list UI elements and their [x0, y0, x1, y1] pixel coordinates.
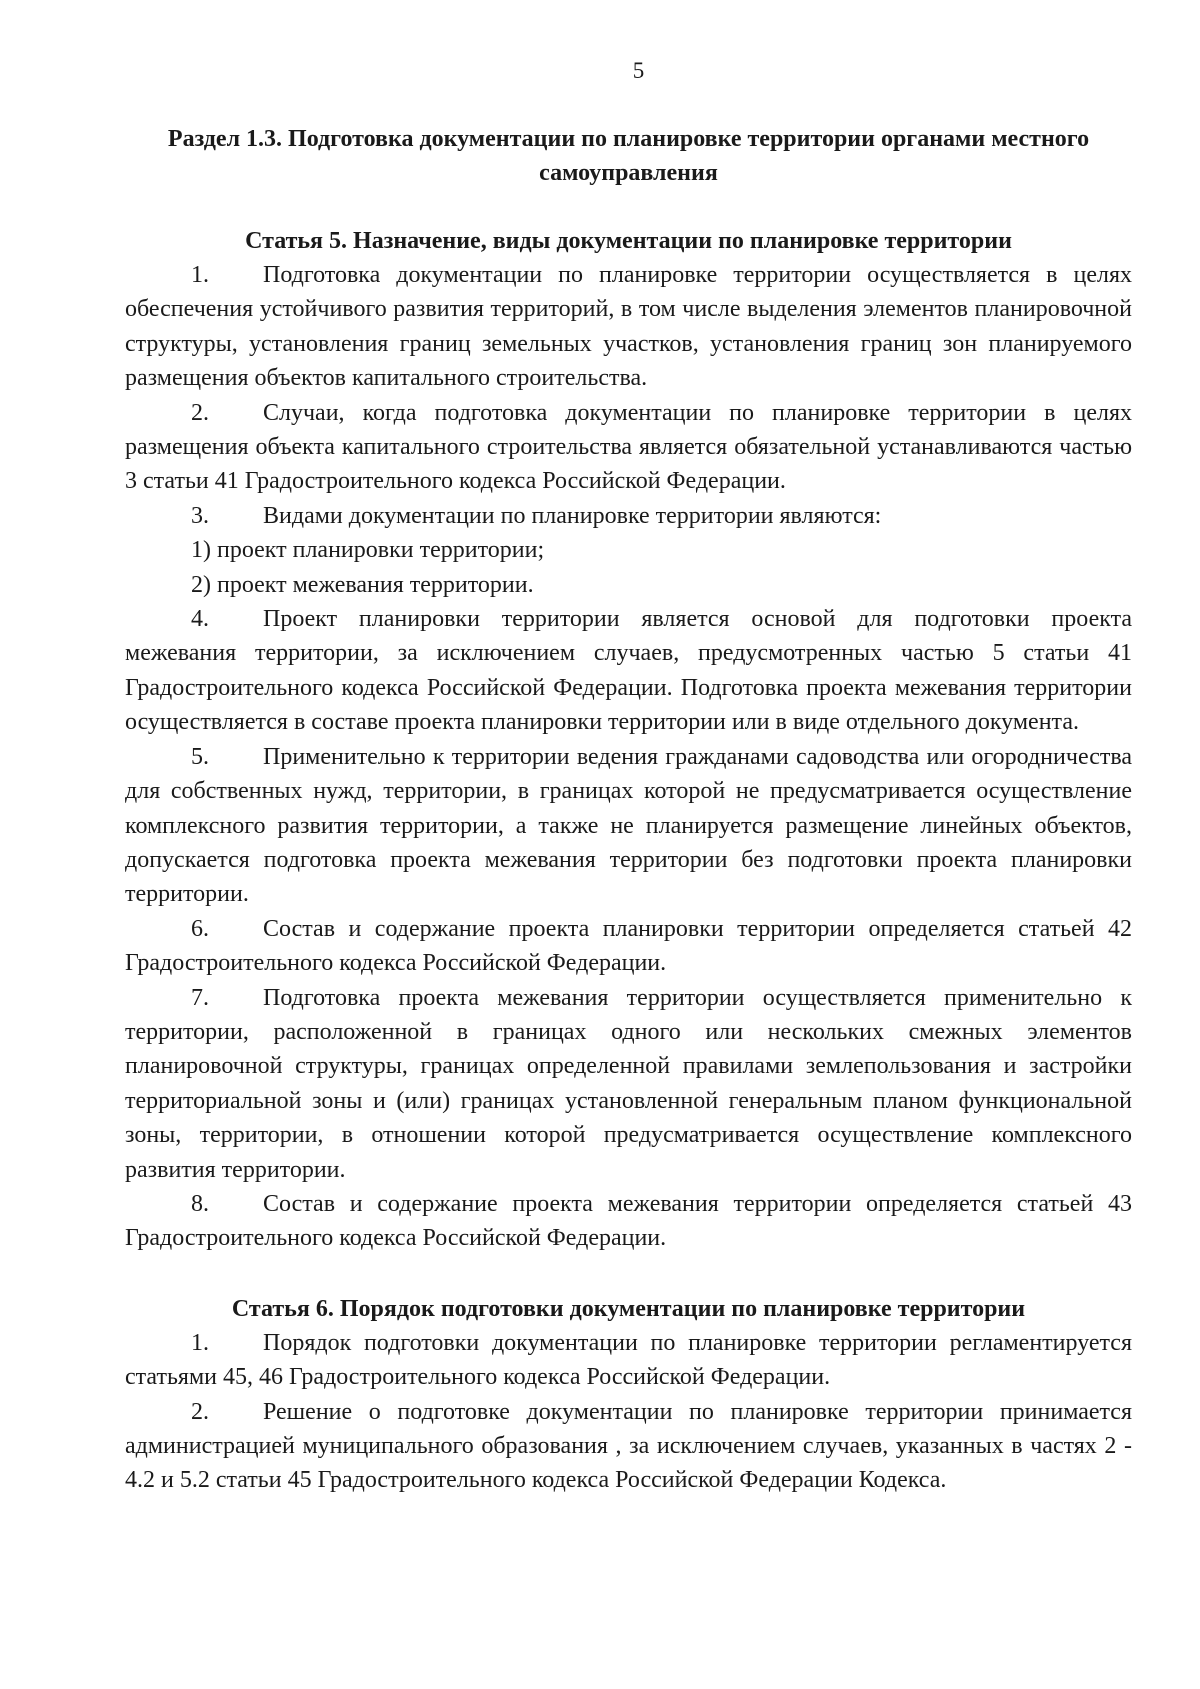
- paragraph-text: Порядок подготовки документации по планировке территории регламентируется статьями 45, 46 Градостроительного кодекса Российской Федерации.: [125, 1329, 1132, 1391]
- paragraph-text: Применительно к территории ведения гражданами садоводства или огородничества для собственных нужд, территории, в границах которой не предусматривается осуществление комплексного развития территории, а также не планируется размещение линейных объектов, допускается подготовка проекта межевания территории без подготовки проекта планировки территории.: [125, 743, 1132, 908]
- paragraph-number: 1.: [191, 1329, 209, 1356]
- paragraph-text: Случаи, когда подготовка документации по планировке территории в целях размещения объекта капитального строительства является обязательной устанавливаются частью 3 статьи 41 Градостроительного кодекса Российской Федерации.: [125, 399, 1132, 495]
- paragraph-text: Состав и содержание проекта планировки территории определяется статьей 42 Градостроительного кодекса Российской Федерации.: [125, 915, 1132, 977]
- paragraph-number: 6.: [191, 915, 209, 942]
- paragraph-number: 4.: [191, 606, 209, 633]
- article-5-paragraph-5: [125, 740, 1132, 912]
- article-5-paragraph-8: [125, 1187, 1132, 1256]
- paragraph-number: 8.: [191, 1190, 209, 1217]
- article-6-paragraph-2: [125, 1395, 1132, 1498]
- paragraph-number: 5.: [191, 743, 209, 770]
- paragraph-number: 1.: [191, 262, 209, 288]
- article-5-paragraph-2: [125, 396, 1132, 499]
- article-6-title: Статья 6. Порядок подготовки документации по планировке территории: [231, 1295, 1026, 1322]
- paragraph-text: Видами документации по планировке территории являются:: [263, 502, 882, 529]
- article-5-paragraph-7: [125, 981, 1132, 1187]
- article-5-list-item-1: [125, 533, 1132, 567]
- paragraph-text: Подготовка проекта межевания территории осуществляется применительно к территории, расположенной в границах одного или нескольких смежных элементов планировочной структуры, границах определенной правилами землепользования и застройки территориальной зоны и (или) границах установленной генеральным планом функциональной зоны, территории, в отношении которой предусматривается осуществление комплексного развития территории.: [125, 984, 1132, 1183]
- page-number: 5: [632, 58, 645, 83]
- section-title: Раздел 1.3. Подготовка документации по планировке территории органами местного самоуправления: [167, 126, 1090, 186]
- paragraph-number: 3.: [191, 502, 209, 529]
- list-item-text: 2) проект межевания территории.: [191, 571, 534, 598]
- paragraph-text: Решение о подготовке документации по планировке территории принимается администрацией муниципального образования , за исключением случаев, указанных в частях 2 - 4.2 и 5.2 статьи 45 Градостроительного кодекса Российской Федерации Кодекса.: [125, 1398, 1132, 1494]
- article-5-paragraph-4: [125, 602, 1132, 740]
- spacer: [125, 1256, 1132, 1292]
- paragraph-text: Подготовка документации по планировке территории осуществляется в целях обеспечения устойчивого развития территорий, в том числе выделения элементов планировочной структуры, установления границ земельных участков, установления границ зон планируемого размещения объектов капитального строительства.: [125, 262, 1132, 392]
- article-5-list-item-2: [125, 568, 1132, 602]
- paragraph-text: Проект планировки территории является основой для подготовки проекта межевания территории, за исключением случаев, предусмотренных частью 5 статьи 41 Градостроительного кодекса Российской Федерации. Подготовка проекта межевания территории осуществляется в составе проекта планировки территории или в виде отдельного документа.: [125, 606, 1132, 736]
- paragraph-number: 2.: [191, 1398, 209, 1425]
- article-5-title: Статья 5. Назначение, виды документации по планировке территории: [245, 228, 1012, 254]
- article-5-paragraph-6: [125, 912, 1132, 981]
- article-5-paragraph-3: [125, 499, 1132, 533]
- paragraph-text: Состав и содержание проекта межевания территории определяется статьей 43 Градостроительного кодекса Российской Федерации.: [125, 1190, 1132, 1252]
- paragraph-number: 7.: [191, 984, 209, 1011]
- article-6-paragraph-1: [125, 1326, 1132, 1395]
- paragraph-number: 2.: [191, 399, 209, 426]
- list-item-text: 1) проект планировки территории;: [191, 537, 545, 564]
- article-5-paragraph-1: [125, 258, 1132, 396]
